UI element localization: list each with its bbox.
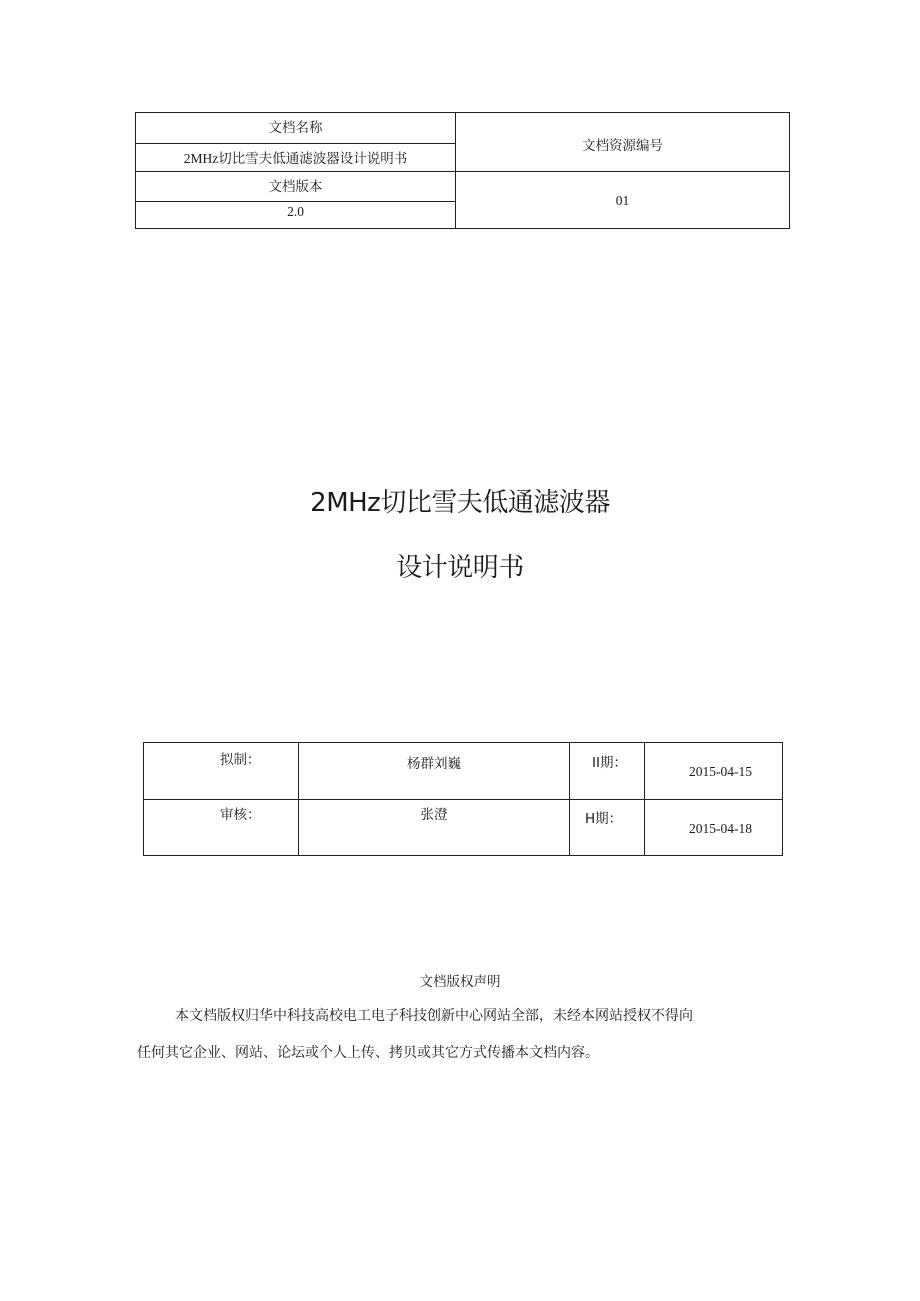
reviewed-label: 审核： bbox=[220, 807, 261, 823]
table-divider bbox=[136, 201, 455, 202]
reviewed-date-label: H期： bbox=[585, 811, 623, 827]
page-title: 2MHz切比雪夫低通滤波器 bbox=[310, 488, 610, 518]
drafted-date: 2015-04-15 bbox=[689, 764, 752, 779]
doc-version-value: 2.0 bbox=[287, 204, 304, 219]
page-subtitle: 设计说明书 bbox=[396, 553, 524, 583]
table-divider bbox=[136, 143, 455, 144]
copyright-heading: 文档版权声明 bbox=[419, 974, 501, 990]
reviewed-date: 2015-04-18 bbox=[689, 821, 752, 836]
doc-resource-id-label: 文档资源编号 bbox=[582, 138, 663, 153]
drafted-label: 拟制： bbox=[220, 752, 261, 768]
doc-version-label: 文档版本 bbox=[268, 179, 323, 194]
doc-name-value: 2MHz切比雪夫低通滤波器设计说明书 bbox=[183, 151, 408, 166]
document-info-table bbox=[135, 112, 790, 229]
approval-table bbox=[143, 742, 783, 856]
drafted-date-label: II期： bbox=[592, 755, 627, 771]
copyright-text-line: 任何其它企业、网站、论坛或个人上传、拷贝或其它方式传播本文档内容。 bbox=[137, 1046, 599, 1061]
table-divider bbox=[144, 799, 782, 800]
doc-name-label: 文档名称 bbox=[268, 120, 323, 135]
doc-resource-id-value: 01 bbox=[615, 193, 630, 208]
copyright-text-line: 本文档版权归华中科技高校电工电子科技创新中心网站全部，未经本网站授权不得向 bbox=[175, 1009, 693, 1024]
table-divider bbox=[136, 171, 789, 172]
drafted-by: 杨群刘巍 bbox=[407, 756, 461, 771]
reviewed-by: 张澄 bbox=[420, 807, 448, 822]
